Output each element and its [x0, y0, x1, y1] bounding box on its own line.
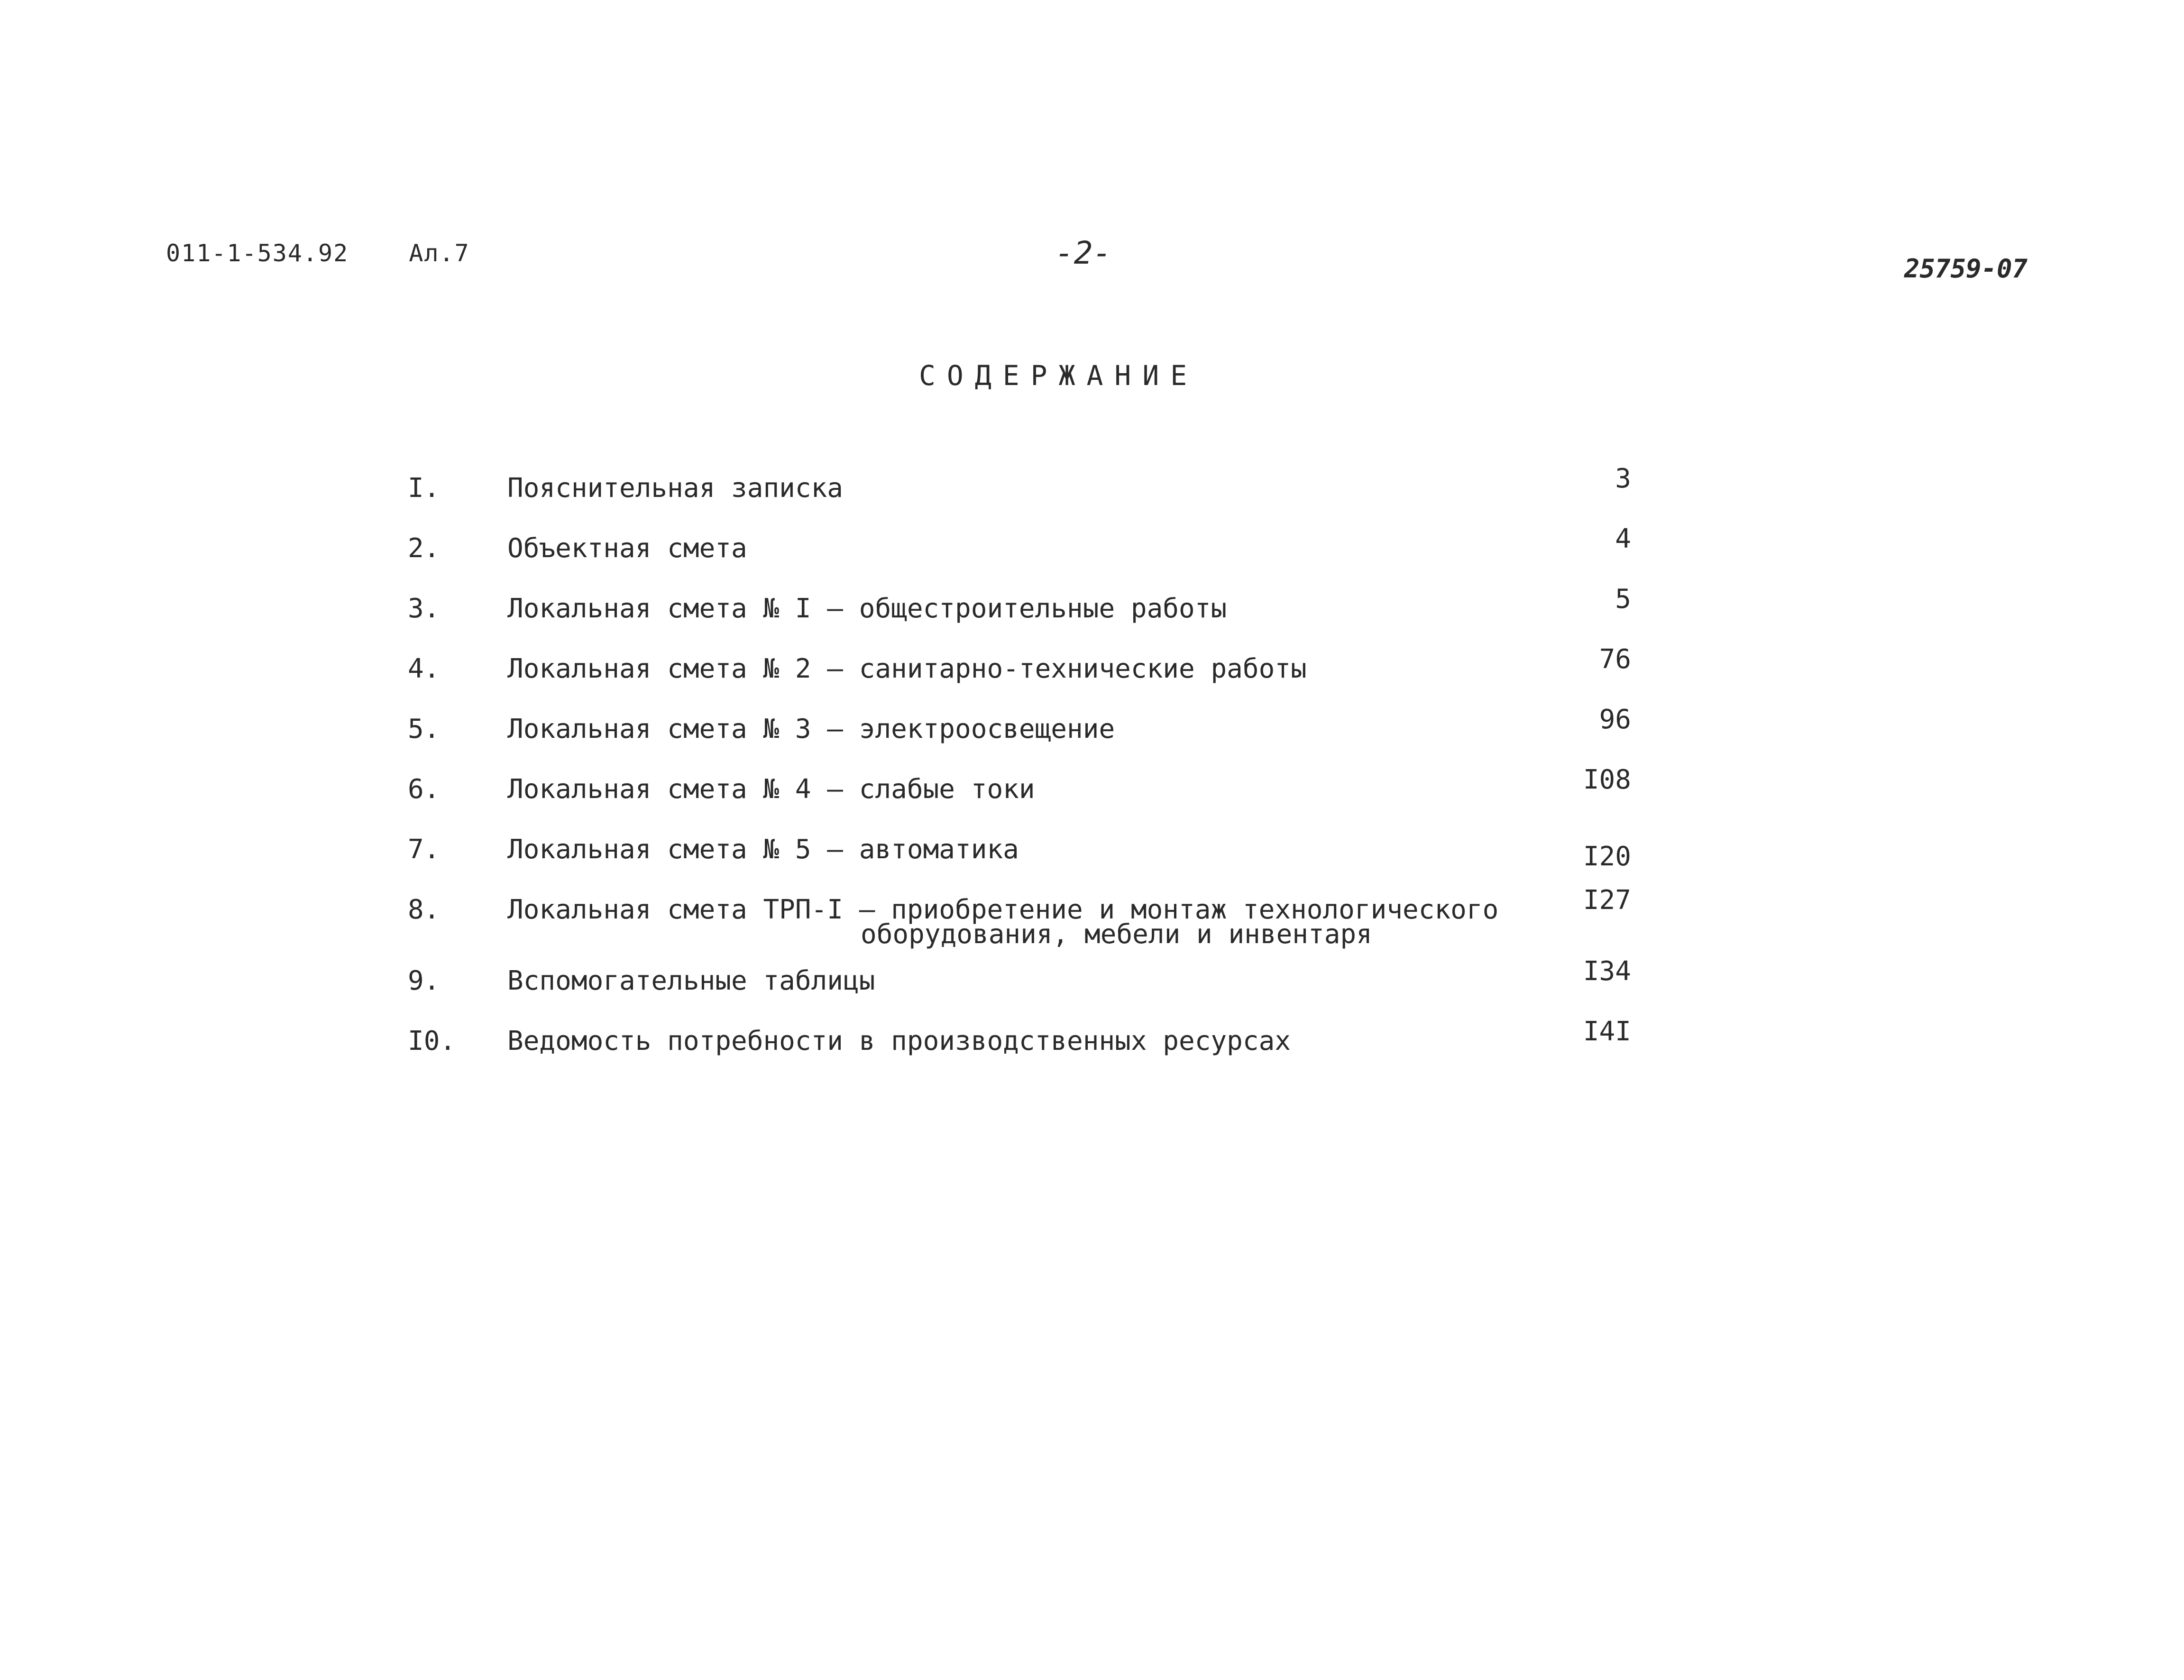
- toc-item-page: I20: [1583, 841, 1631, 872]
- toc-item-page: I08: [1583, 764, 1631, 795]
- toc-item-title-continuation: оборудования, мебели и инвентаря: [861, 919, 1372, 950]
- document-code: 011-1-534.92: [166, 239, 349, 267]
- toc-item-title: Ведомость потребности в производственных ресурсах: [507, 1026, 1291, 1056]
- toc-item-page: I4I: [1583, 1016, 1631, 1047]
- toc-item-page: I34: [1583, 956, 1631, 987]
- toc-item-page: 4: [1615, 523, 1631, 554]
- toc-item: [408, 703, 1631, 763]
- document-code-header: [166, 239, 515, 267]
- toc-item-title: Локальная смета № 3 – электроосвещение: [507, 714, 1115, 744]
- page-number: -2-: [1055, 235, 1112, 271]
- toc-item-title: Локальная смета ТРП-I – приобретение и монтаж технологического: [507, 894, 1499, 925]
- toc-item-number: 8.: [408, 894, 440, 925]
- toc-item-number: 2.: [408, 533, 440, 564]
- toc-item-title: Локальная смета № I – общестроительные работы: [507, 593, 1227, 624]
- toc-item-number: 9.: [408, 965, 440, 996]
- toc-item-title: Локальная смета № 5 – автоматика: [507, 834, 1019, 865]
- toc-item: [408, 824, 1631, 884]
- toc-item-page: 3: [1615, 463, 1631, 494]
- toc-item-page: 5: [1615, 584, 1631, 615]
- toc-item-number: 6.: [408, 774, 440, 805]
- toc-item: [408, 763, 1631, 824]
- toc-item-number: 4.: [408, 653, 440, 684]
- table-of-contents: [408, 462, 1631, 1075]
- toc-item-title: Вспомогательные таблицы: [507, 965, 875, 996]
- toc-item-title: Локальная смета № 4 – слабые токи: [507, 774, 1035, 805]
- toc-item: [408, 643, 1631, 703]
- toc-item: [408, 1015, 1631, 1075]
- toc-item-number: I0.: [408, 1026, 456, 1056]
- toc-item-number: 3.: [408, 593, 440, 624]
- toc-item: [408, 884, 1631, 955]
- toc-item-title: Объектная смета: [507, 533, 747, 564]
- toc-item: [408, 462, 1631, 523]
- toc-item: [408, 955, 1631, 1015]
- album-number: Ал.7: [409, 239, 470, 267]
- toc-item-title: Пояснительная записка: [507, 473, 844, 504]
- toc-item-page: 96: [1599, 704, 1631, 735]
- toc-item: [408, 523, 1631, 583]
- toc-item: [408, 583, 1631, 643]
- toc-item-number: 5.: [408, 714, 440, 744]
- toc-item-number: I.: [408, 473, 440, 504]
- toc-item-number: 7.: [408, 834, 440, 865]
- toc-item-page: I27: [1583, 885, 1631, 916]
- inventory-number: 25759-07: [1904, 254, 2028, 284]
- toc-item-page: 76: [1599, 644, 1631, 675]
- toc-title: СОДЕРЖАНИЕ: [919, 359, 1199, 392]
- toc-item-title: Локальная смета № 2 – санитарно-технические работы: [507, 653, 1307, 684]
